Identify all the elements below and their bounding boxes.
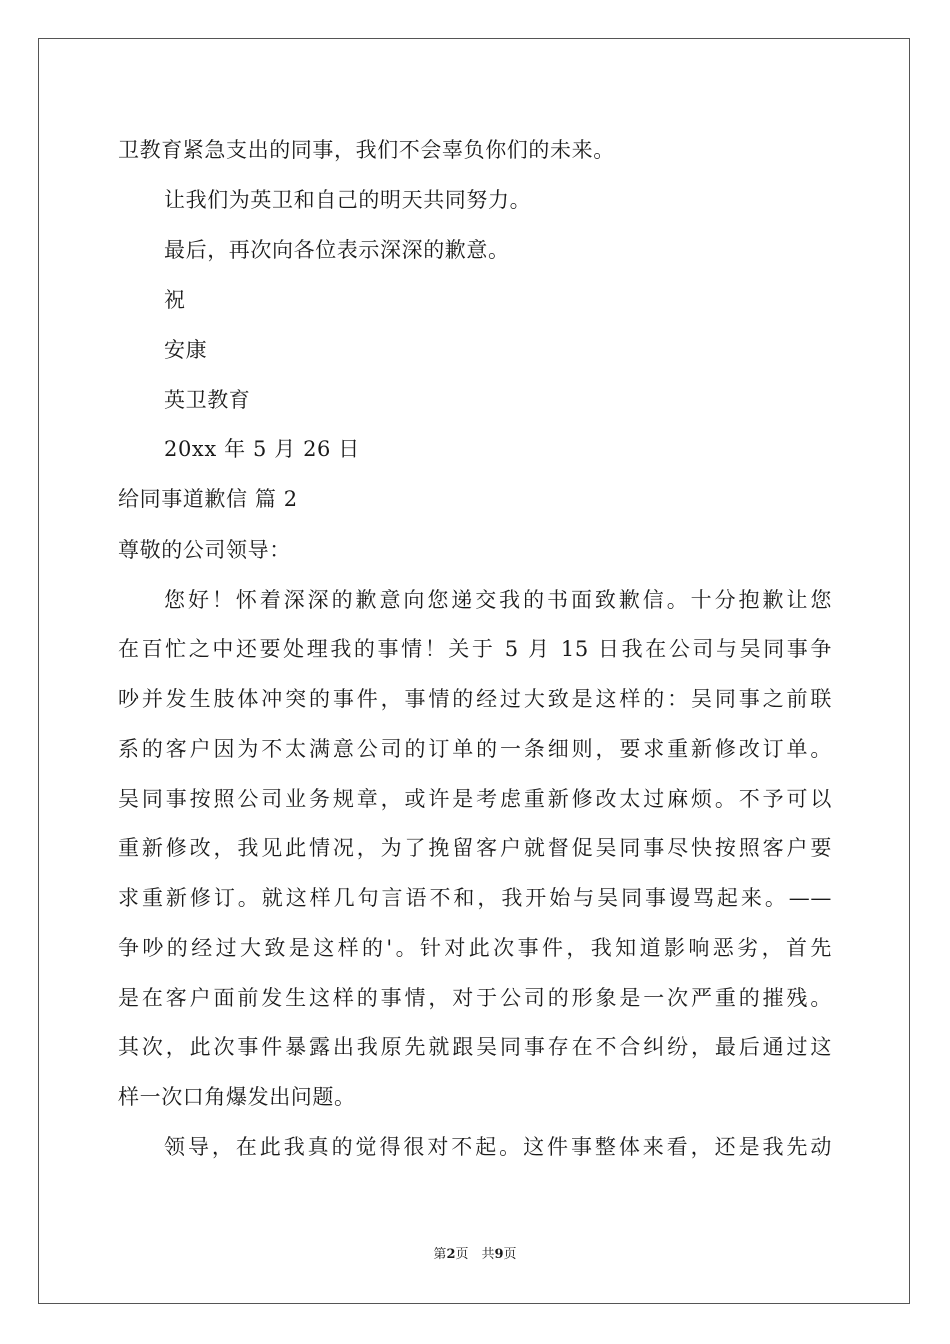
salutation: 尊敬的公司领导： — [118, 538, 291, 562]
paragraph-line: 您好！怀着深深的歉意向您递交我的书面致歉信。十分抱歉让您 — [164, 588, 832, 612]
text-line: 祝 — [164, 288, 186, 312]
text-line: 安康 — [164, 338, 208, 362]
paragraph-line: 求重新修订。就这样几句言语不和，我开始与吴同事谩骂起来。—— — [118, 886, 832, 910]
paragraph-line: 其次，此次事件暴露出我原先就跟吴同事存在不合纠纷，最后通过这 — [118, 1035, 832, 1059]
signature-org: 英卫教育 — [164, 388, 251, 412]
paragraph-line: 争吵的经过大致是这样的'。针对此次事件，我知道影响恶劣，首先 — [118, 936, 832, 960]
paragraph-line: 在百忙之中还要处理我的事情！关于 5 月 15 日我在公司与吴同事争 — [118, 637, 832, 661]
total-pages-number: 9 — [494, 1247, 504, 1262]
paragraph-line: 系的客户因为不太满意公司的订单的一条细则，要求重新修改订单。 — [118, 737, 832, 761]
paragraph-line: 样一次口角爆发出问题。 — [118, 1085, 356, 1109]
paragraph-line: 吴同事按照公司业务规章，或许是考虑重新修改太过麻烦。不予可以 — [118, 787, 832, 811]
page-border — [38, 38, 910, 1304]
paragraph-line: 重新修改，我见此情况，为了挽留客户就督促吴同事尽快按照客户要 — [118, 836, 832, 860]
section-title: 给同事道歉信 篇 2 — [118, 487, 298, 511]
paragraph-line: 吵并发生肢体冲突的事件，事情的经过大致是这样的：吴同事之前联 — [118, 687, 832, 711]
current-page-number: 2 — [446, 1247, 456, 1262]
paragraph-line: 领导，在此我真的觉得很对不起。这件事整体来看，还是我先动 — [164, 1135, 832, 1159]
text-line: 让我们为英卫和自己的明天共同努力。 — [164, 188, 532, 212]
text-line: 卫教育紧急支出的同事，我们不会辜负你们的未来。 — [118, 138, 615, 162]
page-footer: 第2页 共9页 — [433, 1247, 517, 1262]
signature-date: 20xx 年 5 月 26 日 — [164, 437, 360, 461]
text-line: 最后，再次向各位表示深深的歉意。 — [164, 238, 510, 262]
paragraph-line: 是在客户面前发生这样的事情，对于公司的形象是一次严重的摧残。 — [118, 986, 832, 1010]
